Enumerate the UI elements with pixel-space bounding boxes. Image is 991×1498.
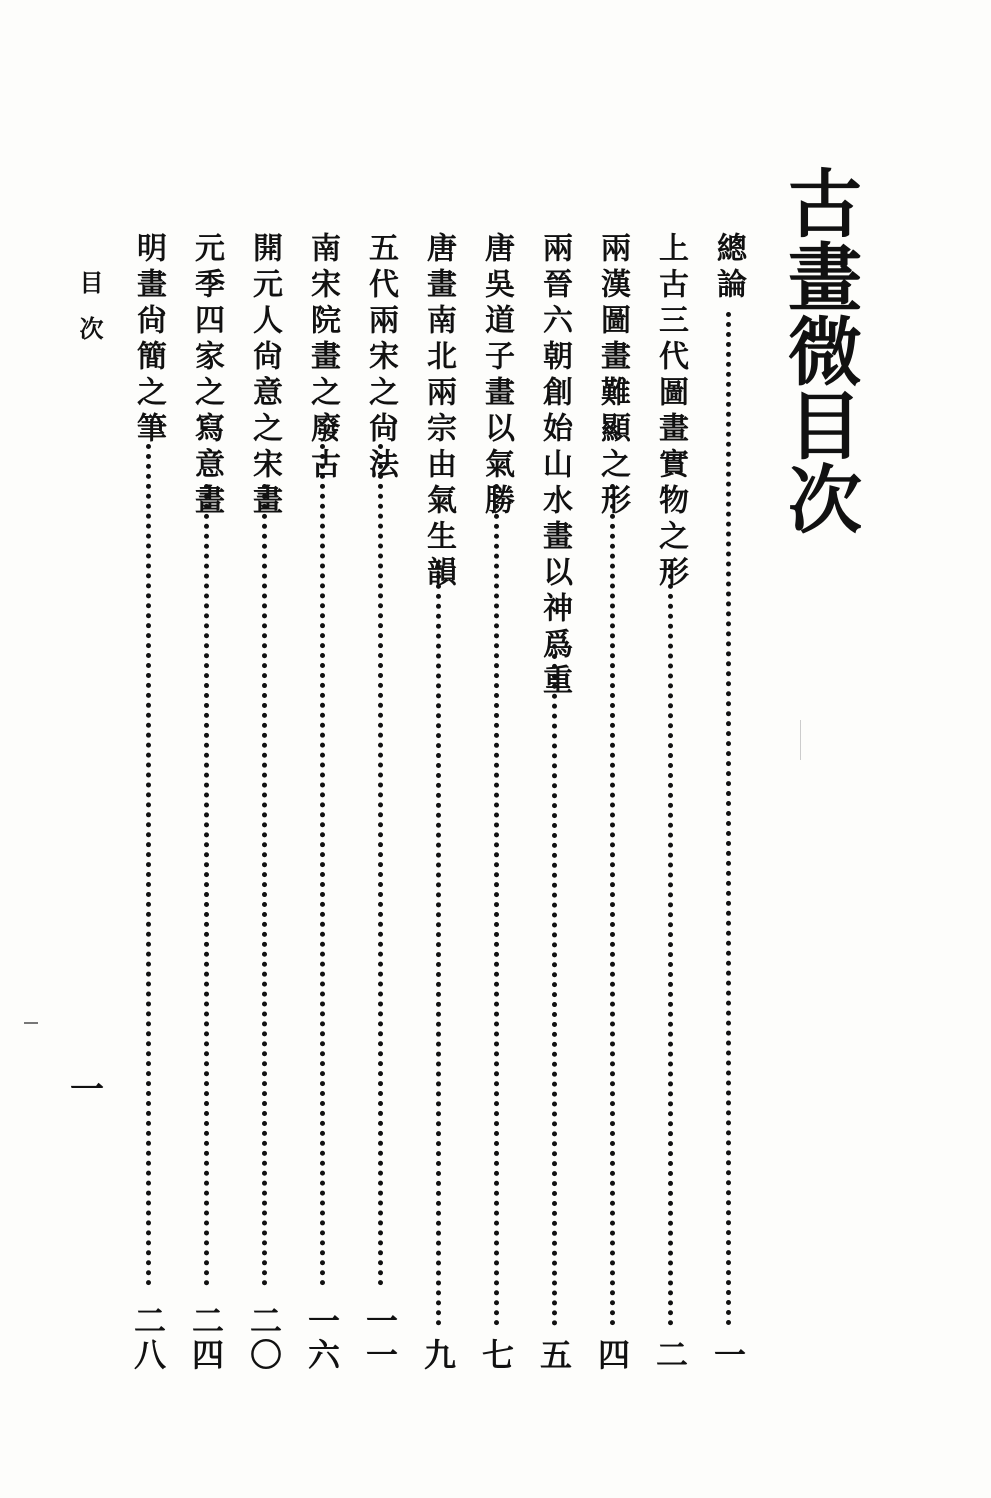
toc-entry-title: 開元人尙意之宋畫 bbox=[247, 232, 282, 520]
running-head: 目次 bbox=[75, 270, 104, 362]
toc-entry-page: 九 bbox=[419, 1338, 457, 1372]
dot-leader bbox=[552, 644, 557, 1326]
page-number: 一 bbox=[70, 1070, 104, 1110]
dot-leader bbox=[320, 444, 325, 1286]
toc-entry-page: 一一 bbox=[361, 1304, 399, 1372]
toc-entry-page: 二八 bbox=[129, 1304, 167, 1372]
toc-entry[interactable] bbox=[476, 232, 516, 1372]
dot-leader bbox=[378, 444, 383, 1286]
toc-entry-page: 二〇 bbox=[245, 1304, 283, 1372]
dot-leader bbox=[494, 484, 499, 1326]
toc-entry-title: 唐吳道子畫以氣勝 bbox=[479, 232, 514, 520]
toc-entry-page: 二四 bbox=[187, 1304, 225, 1372]
toc-entry-title: 元季四家之寫意畫 bbox=[189, 232, 224, 520]
dot-leader bbox=[262, 484, 267, 1286]
toc-entry[interactable] bbox=[244, 232, 284, 1372]
toc-entry[interactable] bbox=[708, 232, 748, 1372]
toc-entry-title: 上古三代圖畫實物之形 bbox=[653, 232, 688, 592]
toc-entry-title: 唐畫南北兩宗由氣生韻 bbox=[421, 232, 456, 592]
toc-entry-page: 七 bbox=[477, 1338, 515, 1372]
toc-entry-page: 五 bbox=[535, 1338, 573, 1372]
toc-entry[interactable] bbox=[302, 232, 342, 1372]
toc-entry-title: 兩晉六朝創始山水畫以神爲重 bbox=[537, 232, 572, 700]
toc-entry-title: 總論 bbox=[711, 232, 746, 304]
toc-entry-title: 兩漢圖畫難顯之形 bbox=[595, 232, 630, 520]
table-of-contents bbox=[118, 232, 748, 1372]
toc-entry-title: 明畫尙簡之筆 bbox=[131, 232, 166, 448]
toc-entry-page: 一六 bbox=[303, 1304, 341, 1372]
dot-leader bbox=[146, 444, 151, 1286]
toc-entry[interactable] bbox=[360, 232, 400, 1372]
toc-entry[interactable] bbox=[418, 232, 458, 1372]
toc-entry-page: 四 bbox=[593, 1338, 631, 1372]
scan-smudge bbox=[24, 1022, 38, 1024]
toc-entry[interactable] bbox=[592, 232, 632, 1372]
book-title: 古畫微目次 bbox=[776, 165, 862, 535]
scan-mark bbox=[800, 720, 801, 760]
dot-leader bbox=[436, 564, 441, 1326]
toc-entry[interactable] bbox=[650, 232, 690, 1372]
toc-entry[interactable] bbox=[128, 232, 168, 1372]
dot-leader bbox=[610, 484, 615, 1326]
toc-entry[interactable] bbox=[534, 232, 574, 1372]
dot-leader bbox=[668, 564, 673, 1326]
toc-entry-title: 五代兩宋之尙法 bbox=[363, 232, 398, 484]
toc-entry[interactable] bbox=[186, 232, 226, 1372]
toc-entry-page: 一 bbox=[709, 1338, 747, 1372]
dot-leader bbox=[204, 484, 209, 1286]
toc-entry-page: 二 bbox=[651, 1338, 689, 1372]
toc-entry-title: 南宋院畫之廢古 bbox=[305, 232, 340, 484]
dot-leader bbox=[726, 312, 731, 1326]
